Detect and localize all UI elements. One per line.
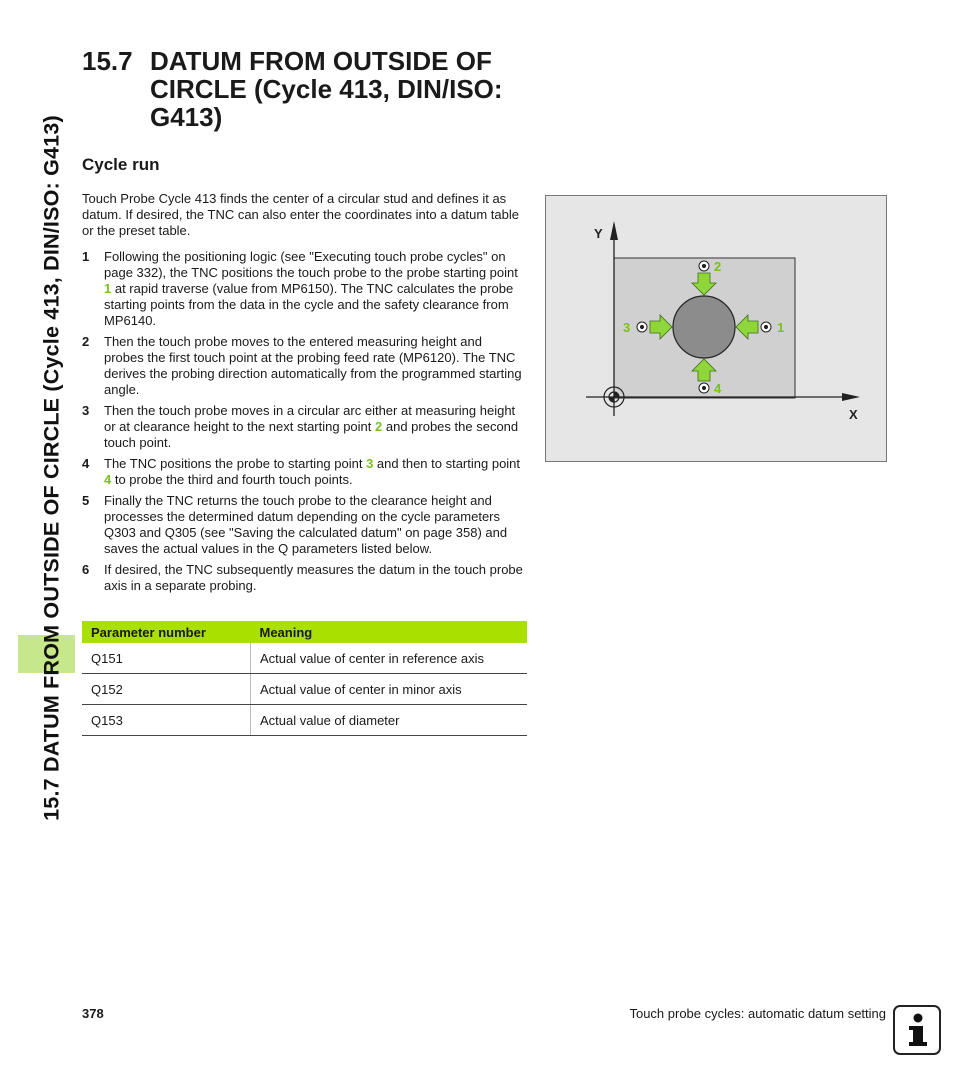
table-cell: Q153: [82, 705, 251, 736]
table-cell: Actual value of center in reference axis: [251, 643, 528, 674]
diagram-svg: [546, 196, 886, 461]
table-cell: Actual value of center in minor axis: [251, 674, 528, 705]
table-cell: Q152: [82, 674, 251, 705]
table-row: [82, 674, 527, 705]
list-item: 1 Following the positioning logic (see "Executing touch probe cycles" on page 332), the TNC positions the touch probe to the probe starting point 1 at rapid traverse (value from MP6150). The TNC calculates the probe starting points from the data in the cycle and the safety clearance from MP6140.: [82, 249, 518, 328]
point-label-1: 1: [777, 320, 785, 335]
intro-paragraph: Touch Probe Cycle 413 finds the center of a circular stud and defines it as datum. If desired, the TNC can also enter the coordinates into a datum table or the preset table.: [82, 191, 519, 238]
list-item: 3 Then the touch probe moves in a circular arc either at measuring height or at clearance height to the next starting point 2 and probes the second touch point.: [82, 403, 519, 450]
info-icon: [893, 1005, 941, 1055]
circular-stud: [673, 296, 735, 358]
section-number: 15.7: [82, 46, 133, 76]
list-item: 5 Finally the TNC returns the touch probe to the clearance height and processes the determined datum depending on the cycle parameters Q303 and Q305 (see "Saving the calculated datum" on page 358) and saves the actual values in the Q parameters listed below.: [82, 493, 508, 556]
table-cell: Actual value of diameter: [251, 705, 528, 736]
y-axis-label: Y: [594, 226, 603, 241]
column-header: Parameter number: [82, 621, 251, 643]
list-item: 6 If desired, the TNC subsequently measures the datum in the touch probe axis in a separate probing.: [82, 562, 523, 593]
table-cell: Q151: [82, 643, 251, 674]
table-row: [82, 643, 527, 674]
section-title: DATUM FROM OUTSIDE OF CIRCLE (Cycle 413, DIN/ISO: G413): [150, 46, 503, 132]
point-label-3: 3: [623, 320, 631, 335]
table-row: [82, 705, 527, 736]
steps-list: [82, 249, 524, 599]
x-axis-label: X: [849, 407, 858, 422]
list-item: 4 The TNC positions the probe to starting point 3 and then to starting point 4 to probe the third and fourth touch points.: [82, 456, 521, 487]
probing-diagram: [545, 195, 887, 462]
table-header-row: [82, 621, 527, 643]
column-header: Meaning: [251, 621, 528, 643]
subheading: Cycle run: [82, 155, 160, 174]
y-axis-arrow: [610, 221, 618, 240]
x-axis-arrow: [842, 393, 860, 401]
point-label-2: 2: [714, 259, 722, 274]
list-item: 2 Then the touch probe moves to the entered measuring height and probes the first touch point at the probing feed rate (MP6120). The TNC derives the probing direction automatically from the programmed starting angle.: [82, 334, 522, 397]
side-title: 15.7 DATUM FROM OUTSIDE OF CIRCLE (Cycle 413, DIN/ISO: G413): [39, 115, 64, 821]
footer-text: Touch probe cycles: automatic datum setting: [629, 1006, 886, 1021]
point-label-4: 4: [714, 381, 722, 396]
page-number: 378: [82, 1006, 104, 1021]
parameter-table: [82, 621, 527, 736]
